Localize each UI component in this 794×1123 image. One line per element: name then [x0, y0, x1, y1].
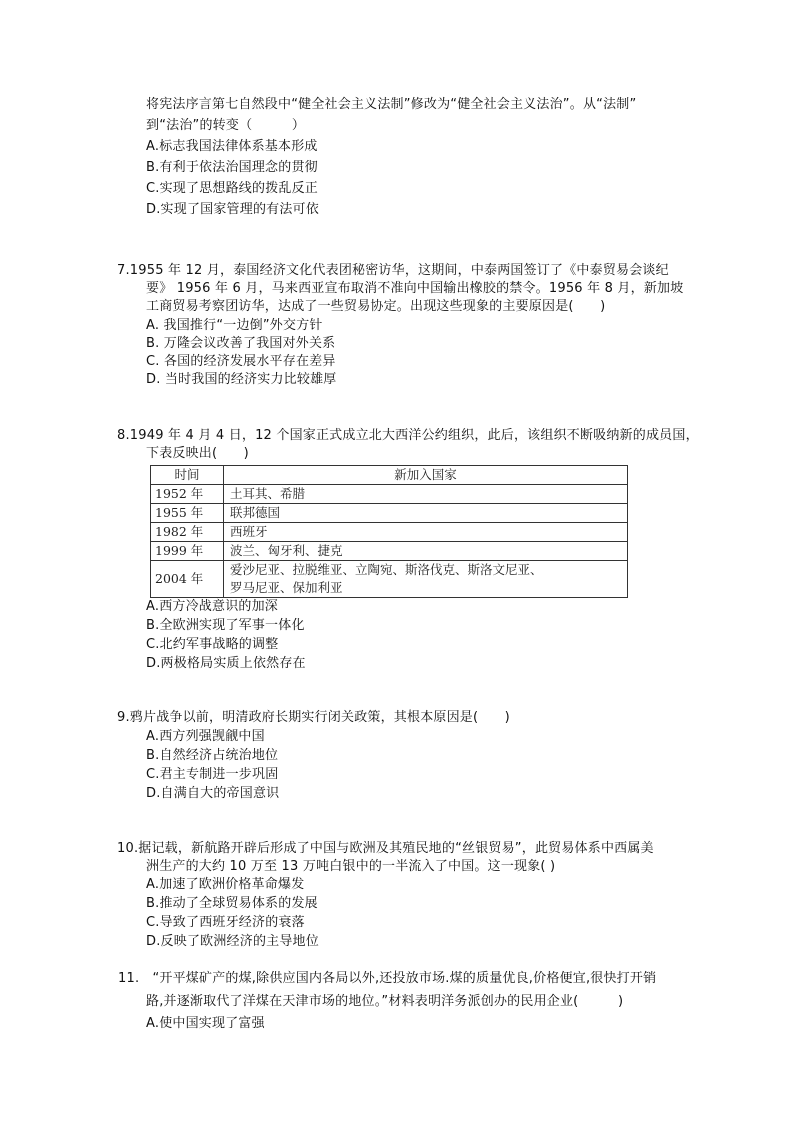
table-row: [151, 504, 628, 523]
table-cell-countries: [224, 561, 628, 598]
table-header-year: 时间: [151, 466, 224, 485]
option-d: D.实现了国家管理的有法可依: [146, 202, 319, 217]
question-stem: 要》 1956 年 6 月，马来西亚宣布取消不准向中国输出橡胶的禁令。1956 年 8 月，新加坡: [146, 281, 684, 296]
table-row: [151, 523, 628, 542]
option-b: B.全欧洲实现了军事一体化: [146, 618, 305, 633]
table-cell-year: 1982 年: [151, 523, 224, 542]
question-stem: 洲生产的大约 10 万至 13 万吨白银中的一半流入了中国。这一现象( ): [146, 859, 556, 874]
table-cell-year: 2004 年: [151, 561, 224, 598]
option-a: A.西方列强觊觎中国: [146, 729, 265, 744]
option-d: D.自满自大的帝国意识: [146, 786, 280, 801]
table-cell-countries: 联邦德国: [224, 504, 628, 523]
table-cell-year: 1955 年: [151, 504, 224, 523]
option-c: C.北约军事战略的调整: [146, 637, 279, 652]
question-stem: 7.1955 年 12 月，泰国经济文化代表团秘密访华，这期间，中泰两国签订了《中泰贸易会谈纪: [117, 263, 669, 278]
question-stem: 路,并逐渐取代了洋煤在天津市场的地位。”材料表明洋务派创办的民用企业( ): [146, 994, 624, 1009]
question-stem: 9.鸦片战争以前，明清政府长期实行闭关政策，其根本原因是( ): [117, 710, 510, 725]
table-cell-countries-line2: 罗马尼亚、保加利亚: [230, 580, 343, 595]
option-a: A.加速了欧洲价格革命爆发: [146, 877, 305, 892]
table-cell-year: 1952 年: [151, 485, 224, 504]
table-row: [151, 542, 628, 561]
option-d: D.反映了欧洲经济的主导地位: [146, 934, 319, 949]
question-stem: 工商贸易考察团访华，达成了一些贸易协定。出现这些现象的主要原因是( ): [146, 299, 606, 314]
table-cell-countries: 西班牙: [224, 523, 628, 542]
question-stem: 10.据记载，新航路开辟后形成了中国与欧洲及其殖民地的“丝银贸易”，此贸易体系中西属美: [117, 841, 654, 856]
option-b: B. 万隆会议改善了我国对外关系: [146, 336, 336, 351]
option-a: A.使中国实现了富强: [146, 1016, 265, 1031]
question-stem: 11. “开平煤矿产的煤,除供应国内各局以外,还投放市场.煤的质量优良,价格便宜,很快打开销: [118, 971, 657, 986]
table-header-countries: 新加入国家: [224, 466, 628, 485]
option-a: A.标志我国法律体系基本形成: [146, 139, 318, 154]
option-c: C.君主专制进一步巩固: [146, 767, 279, 782]
table-row: [151, 485, 628, 504]
table-cell-countries: 波兰、匈牙利、捷克: [224, 542, 628, 561]
option-c: C. 各国的经济发展水平存在差异: [146, 354, 336, 369]
option-b: B.自然经济占统治地位: [146, 748, 279, 763]
nato-members-table: [150, 465, 628, 598]
option-c: C.实现了思想路线的拨乱反正: [146, 181, 319, 196]
option-d: D. 当时我国的经济实力比较雄厚: [146, 372, 337, 387]
question-stem: 将宪法序言第七自然段中“健全社会主义法制”修改为“健全社会主义法治”。从“法制”: [146, 97, 637, 112]
question-stem: 下表反映出( ): [146, 446, 249, 461]
option-b: B.推动了全球贸易体系的发展: [146, 896, 318, 911]
option-c: C.导致了西班牙经济的衰落: [146, 915, 305, 930]
question-stem: 8.1949 年 4 月 4 日，12 个国家正式成立北大西洋公约组织，此后，该组织不断吸纳新的成员国，: [117, 428, 699, 443]
table-cell-year: 1999 年: [151, 542, 224, 561]
option-b: B.有利于依法治国理念的贯彻: [146, 160, 318, 175]
option-a: A.西方冷战意识的加深: [146, 599, 278, 614]
table-cell-countries-line1: 爱沙尼亚、拉脱维亚、立陶宛、斯洛伐克、斯洛文尼亚、: [230, 562, 543, 577]
table-cell-countries: 土耳其、希腊: [224, 485, 628, 504]
question-stem: 到“法治”的转变（ ）: [146, 118, 306, 133]
table-header-row: [151, 466, 628, 485]
table-row: [151, 561, 628, 598]
option-a: A. 我国推行“一边倒”外交方针: [146, 318, 323, 333]
option-d: D.两极格局实质上依然存在: [146, 656, 306, 671]
